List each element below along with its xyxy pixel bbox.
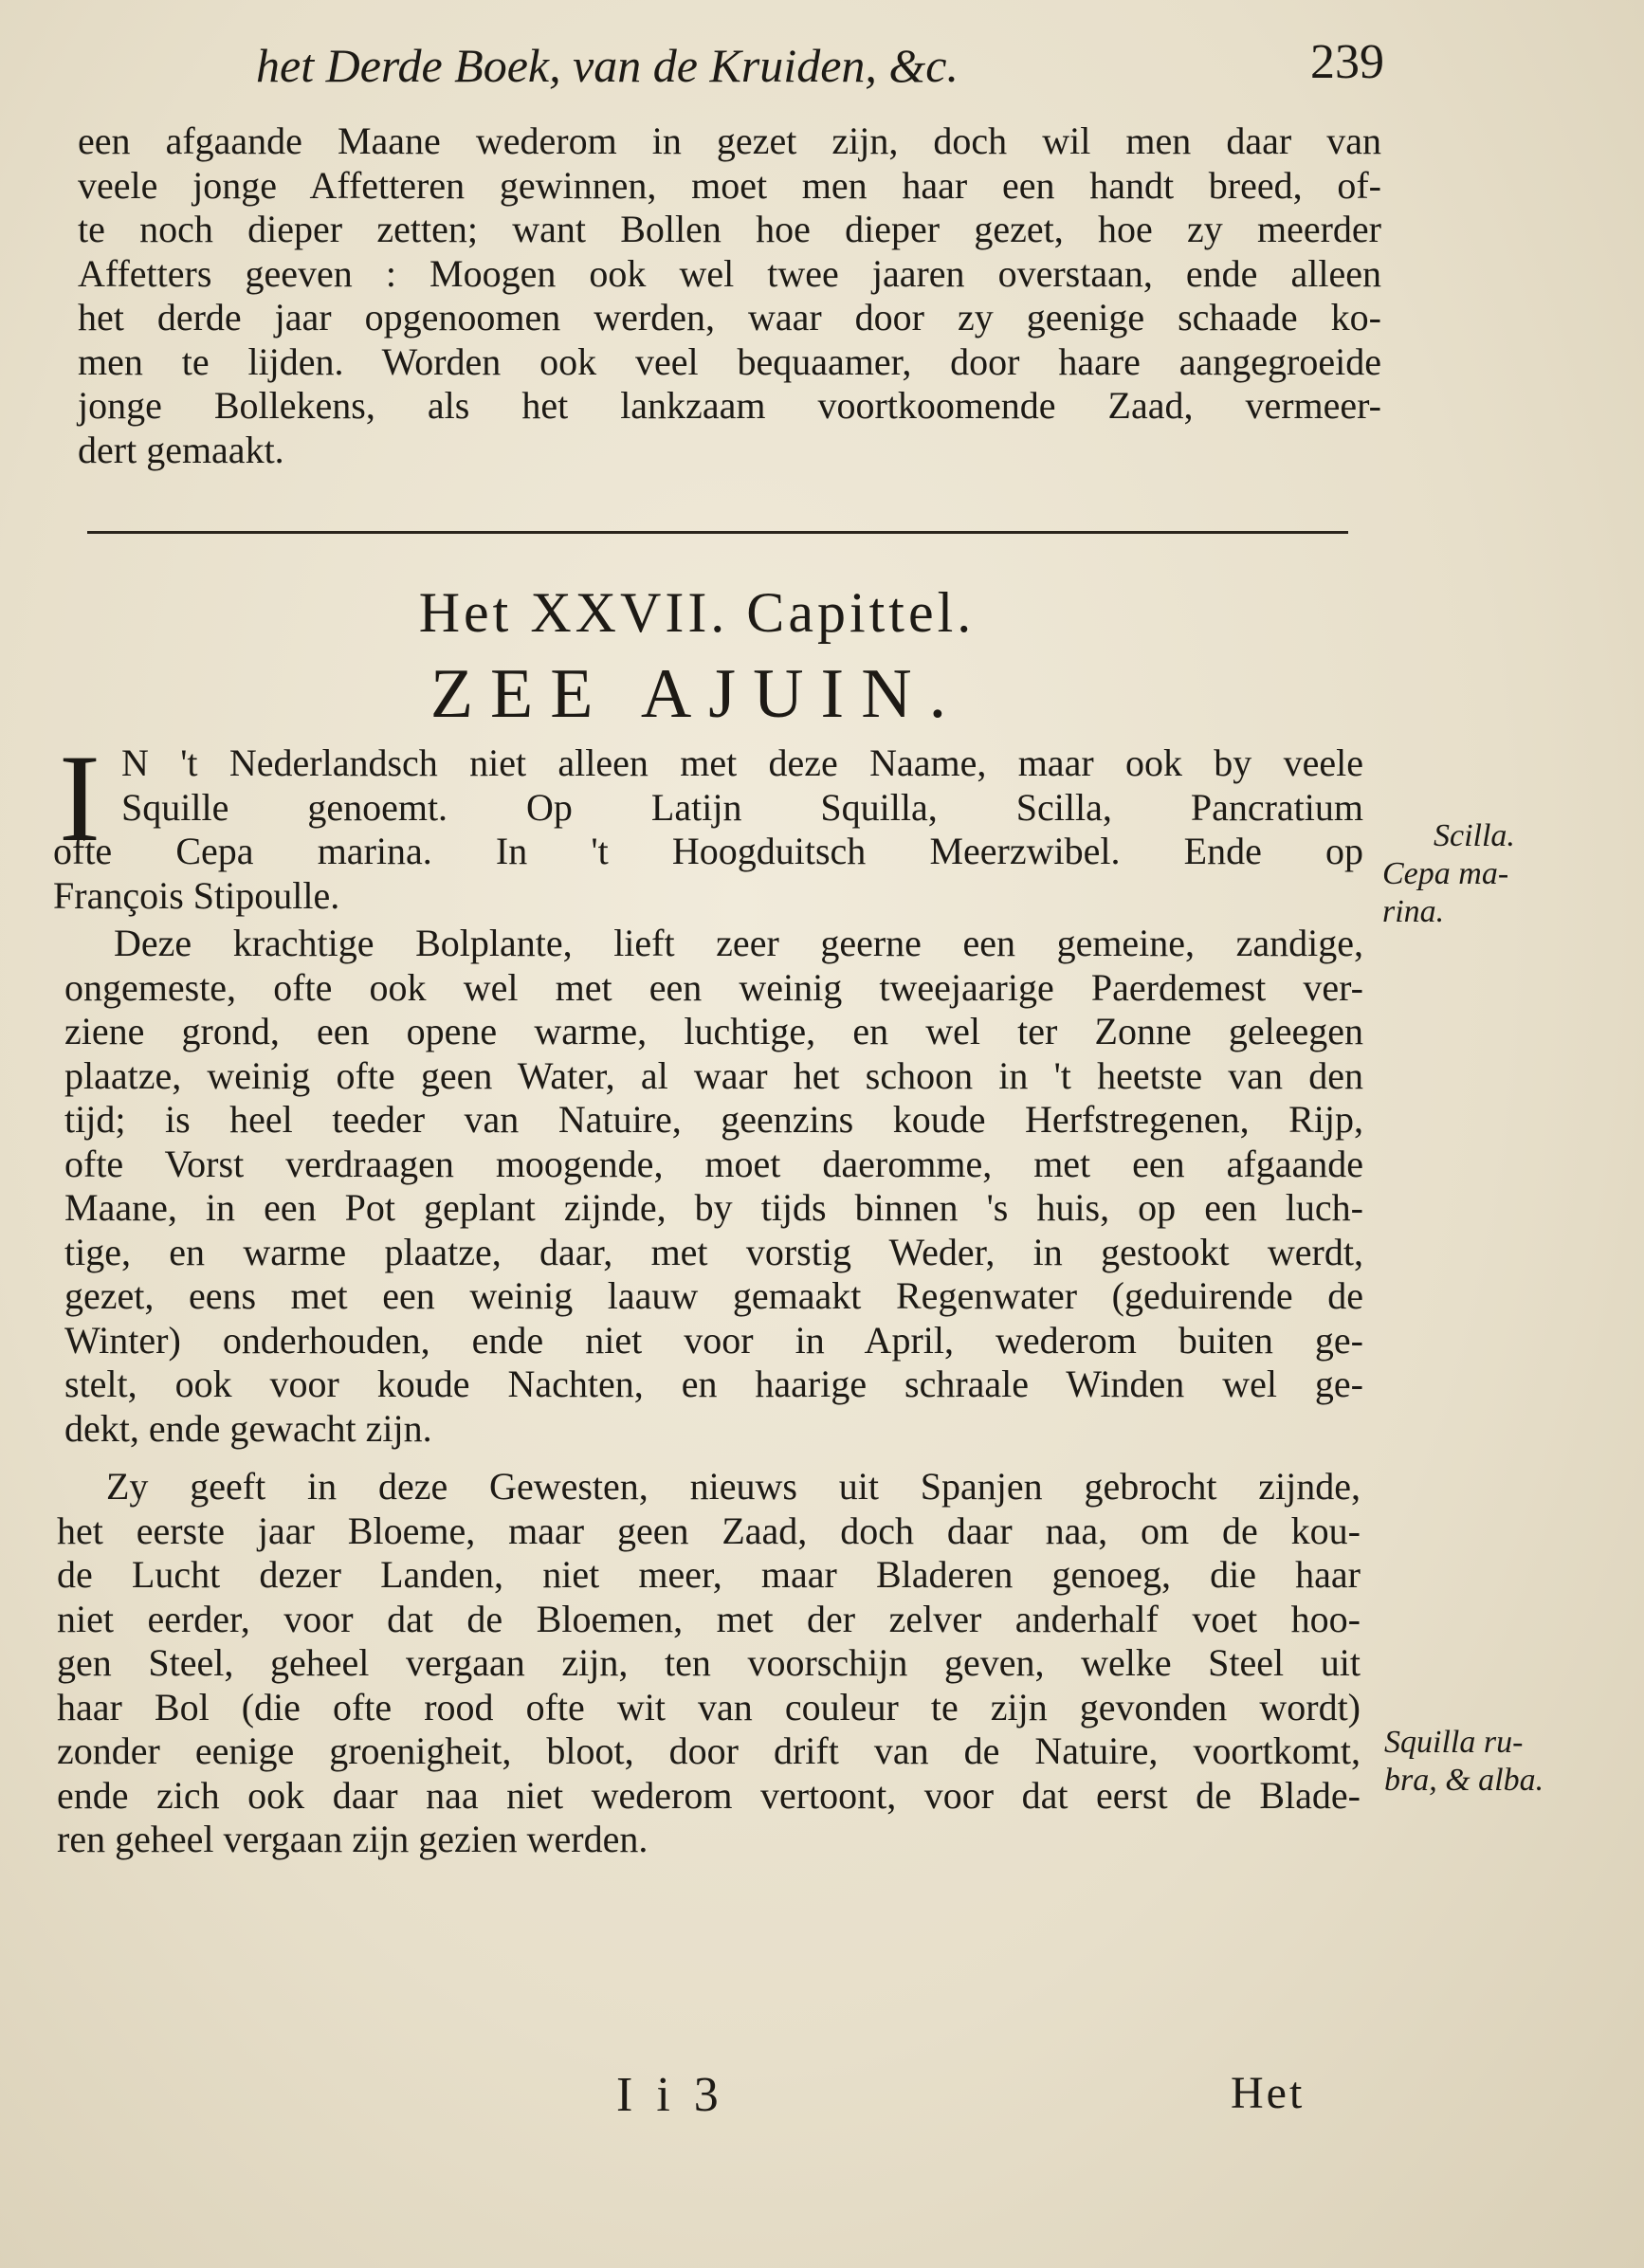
text-line: François Stipoulle. <box>53 873 340 917</box>
signature-mark: I i 3 <box>616 2068 724 2122</box>
paragraph-continued <box>78 119 1381 472</box>
drop-cap: I <box>59 728 100 868</box>
text-line: het derde jaar opgenoomen werden, waar door zy geenige schaade ko- <box>78 296 1381 338</box>
text-line: Squille genoemt. Op Latijn Squilla, Scilla, Pancratium <box>121 785 1363 829</box>
margin-note-cepa-marina <box>1382 855 1508 931</box>
chapter-heading: Het XXVII. Capittel. <box>418 581 976 644</box>
catchword: Het <box>1231 2068 1306 2118</box>
text-line: ofte Cepa marina. In 't Hoogduitsch Meerzwibel. Ende op <box>53 830 1363 872</box>
text-line: dekt, ende gewacht zijn. <box>64 1406 432 1450</box>
text-line: gezet, eens met een weinig laauw gemaakt Regenwater (geduirende de <box>64 1274 1363 1317</box>
text-line: ofte Vorst verdraagen moogende, moet daeromme, met een afgaande <box>64 1142 1363 1185</box>
chapter-subject: ZEE AJUIN. <box>429 655 964 733</box>
running-header <box>256 35 1384 104</box>
text-line: stelt, ook voor koude Nachten, en haarige schraale Winden wel ge- <box>64 1363 1363 1405</box>
text-line: een afgaande Maane wederom in gezet zijn, doch wil men daar van <box>78 119 1381 162</box>
margin-note-line: rina. <box>1382 894 1445 929</box>
text-line: ren geheel vergaan zijn gezien werden. <box>57 1818 648 1860</box>
text-line: Maane, in een Pot geplant zijnde, by tijds binnen 's huis, op een luch- <box>64 1186 1363 1229</box>
text-line: ziene grond, een opene warme, luchtige, en wel ter Zonne geleegen <box>64 1010 1363 1052</box>
paragraph-flowering <box>57 1465 1361 1862</box>
text-line: men te lijden. Worden ook veel bequaamer, door haare aangegroeide <box>78 339 1381 383</box>
page-number: 239 <box>1310 35 1384 89</box>
text-line: Affetters geeven : Moogen ook wel twee jaaren overstaan, ende alleen <box>78 251 1381 295</box>
text-line: te noch dieper zetten; want Bollen hoe dieper gezet, hoe zy meerder <box>78 208 1381 250</box>
section-divider <box>87 531 1348 534</box>
text-line: tijd; is heel teeder van Natuire, geenzins koude Herfstregenen, Rijp, <box>64 1098 1363 1141</box>
text-line: N 't Nederlandsch niet alleen met deze Naame, maar ook by veele <box>121 741 1363 784</box>
margin-note-scilla: Scilla. <box>1434 818 1515 853</box>
text-line: de Lucht dezer Landen, niet meer, maar Bladeren genoeg, die haar <box>57 1553 1361 1596</box>
text-line: Deze krachtige Bolplante, lieft zeer geerne een gemeine, zandige, <box>114 922 1363 964</box>
text-line: veele jonge Affetteren gewinnen, moet men haar een handt breed, of- <box>78 163 1381 207</box>
text-line: niet eerder, voor dat de Bloemen, met der zelver anderhalf voet hoo- <box>57 1597 1361 1640</box>
margin-note-line: Squilla ru- <box>1384 1725 1524 1760</box>
running-title: het Derde Boek, van de Kruiden, &c. <box>256 39 959 92</box>
paragraph-cultivation <box>64 922 1363 1451</box>
text-line: gen Steel, geheel vergaan zijn, ten voorschijn geven, welke Steel uit <box>57 1641 1361 1684</box>
text-line: dert gemaakt. <box>78 428 284 471</box>
text-line: het eerste jaar Bloeme, maar geen Zaad, doch daar naa, om de kou- <box>57 1509 1361 1552</box>
text-line: jonge Bollekens, als het lankzaam voortkoomende Zaad, vermeer- <box>78 384 1381 427</box>
text-line: ende zich ook daar naa niet wederom vertoont, voor dat eerst de Blade- <box>57 1773 1361 1817</box>
paragraph-names <box>53 741 1363 918</box>
margin-note-line: bra, & alba. <box>1384 1763 1544 1798</box>
margin-note-line: Cepa ma- <box>1382 856 1509 891</box>
text-line: ongemeste, ofte ook wel met een weinig tweejaarige Paerdemest ver- <box>64 965 1363 1009</box>
text-line: zonder eenige groenigheit, bloot, door drift van de Natuire, voortkomt, <box>57 1729 1361 1772</box>
margin-note-squilla <box>1384 1724 1544 1800</box>
text-line: tige, en warme plaatze, daar, met vorstig Weder, in gestookt werdt, <box>64 1230 1363 1273</box>
text-line: Zy geeft in deze Gewesten, nieuws uit Spanjen gebrocht zijnde, <box>106 1465 1361 1508</box>
text-line: plaatze, weinig ofte geen Water, al waar het schoon in 't heetste van den <box>64 1053 1363 1097</box>
text-line: Winter) onderhouden, ende niet voor in April, wederom buiten ge- <box>64 1318 1363 1362</box>
text-line: haar Bol (die ofte rood ofte wit van couleur te zijn gevonden wordt) <box>57 1685 1361 1728</box>
